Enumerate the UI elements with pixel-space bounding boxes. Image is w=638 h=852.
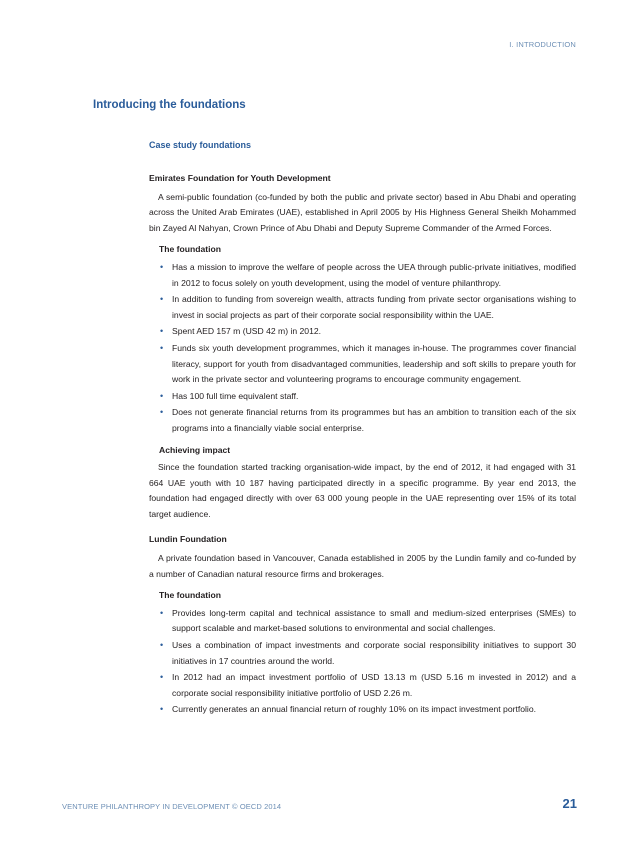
bullet-icon: • [160,326,164,337]
list-item: • Uses a combination of impact investments and corporate social responsibility initiatives to support 30 initiatives in 17 countries around the world. [160,640,576,666]
bullet-icon: • [160,390,164,401]
section-title: Introducing the foundations [93,99,246,111]
running-head: I. INTRODUCTION [509,40,576,49]
list-item: • Currently generates an annual financial return of roughly 10% on its impact investment portfolio. [149,702,576,718]
emirates-impact-label: Achieving impact [159,444,231,455]
bullet-icon: • [160,607,164,618]
emirates-impact-text: Since the foundation started tracking organisation-wide impact, by the end of 2012, it had engaged with 31 664 UAE youth with 10 187 having participated directly in a specific programme. By year end 2013, the foundation had engaged directly with over 63 000 young people in the UAE representing over 15% of its total target audience. [149,462,576,519]
emirates-title: Emirates Foundation for Youth Development [149,173,331,183]
subsection-title: Case study foundations [149,140,252,150]
lundin-intro: A private foundation based in Vancouver, Canada established in 2005 by the Lundin family and co-funded by a number of Canadian natural resource firms and brokerages. [149,553,576,579]
bullet-icon: • [160,261,164,272]
bullet-icon: • [160,407,164,418]
list-item: • Provides long-term capital and technical assistance to small and medium-sized enterprises (SMEs) to support scalable and market-based solutions to environmental and social challenges. [160,607,576,634]
list-item: • Funds six youth development programmes, which it manages in-house. The programmes cover financial literacy, support for youth from disadvantaged communities, leadership and soft skills to prepare youth for work in the private sector and volunteering programs to encourage community engagement. [160,342,576,385]
lundin-bullet-list [149,606,576,718]
bullet-icon: • [160,342,164,353]
list-item: • In addition to funding from sovereign wealth, attracts funding from private sector organisations wishing to invest in social projects as part of their corporate social responsibility within the UAE. [160,294,576,320]
emirates-bullet-list [149,260,576,437]
list-item: • Does not generate financial returns from its programmes but has an ambition to transition each of the six programs into a financially viable social enterprise. [160,407,576,433]
lundin-foundation-label: The foundation [159,590,222,601]
lundin-title: Lundin Foundation [149,534,227,545]
bullet-icon: • [160,672,164,683]
list-item: • In 2012 had an impact investment portfolio of USD 13.13 m (USD 5.16 m invested in 2012) and a corporate social responsibility initiative portfolio of USD 2.26 m. [160,672,576,698]
page-number: 21 [562,796,577,811]
bullet-icon: • [160,640,164,651]
main-content [149,171,576,724]
list-item: • Has 100 full time equivalent staff. [149,389,576,405]
emirates-intro: A semi-public foundation (co-funded by both the public and private sector) based in Abu Dhabi and operating across the United Arab Emirates (UAE), established in April 2005 by His Highness General Sheikh Mohammed bin Zayed Al Nahyan, Crown Prince of Abu Dhabi and Deputy Supreme Commander of the Armed Forces. [149,191,576,233]
footer-copyright: VENTURE PHILANTHROPY IN DEVELOPMENT © OECD 2014 [62,802,282,811]
emirates-foundation-label: The foundation [159,244,222,255]
list-item: • Spent AED 157 m (USD 42 m) in 2012. [149,324,576,340]
bullet-icon: • [160,294,164,305]
list-item: • Has a mission to improve the welfare of people across the UEA through public-private initiatives, modified in 2012 to focus solely on youth development, using the model of venture philanthropy. [160,261,576,288]
bullet-icon: • [160,704,164,715]
